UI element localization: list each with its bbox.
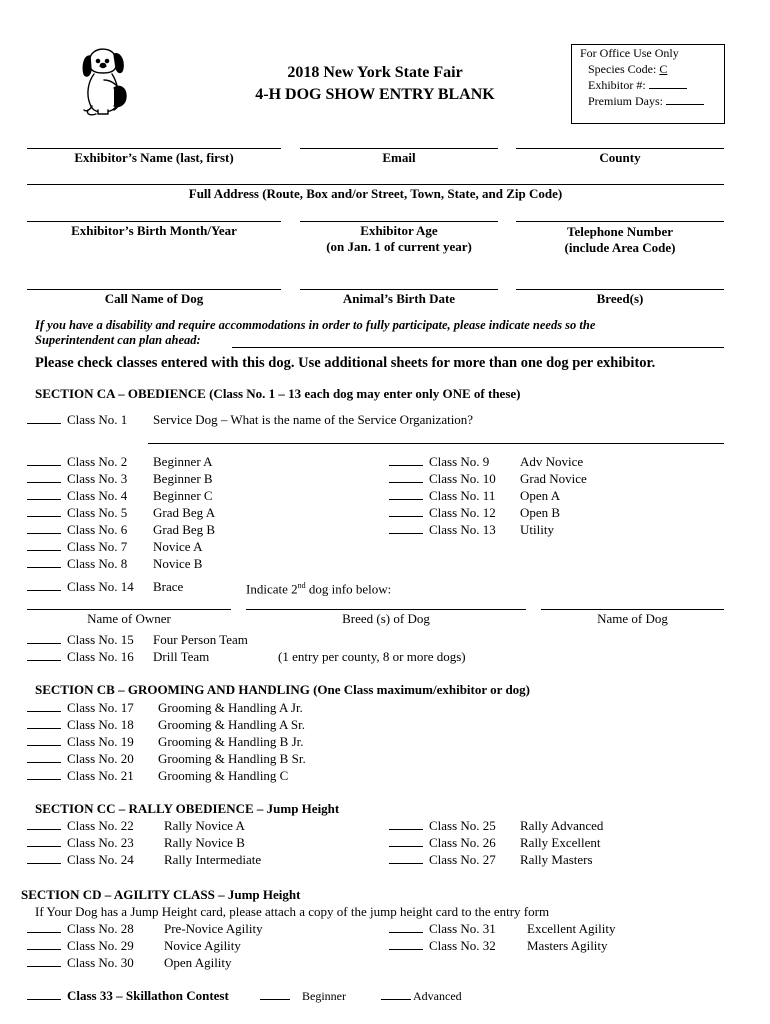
call-name-input[interactable]	[27, 289, 281, 290]
class-row: Class No. 15 Four Person Team	[27, 631, 248, 648]
class-number: Class No. 21	[67, 768, 134, 783]
birth-month-year-input[interactable]	[27, 221, 281, 222]
class-number: Class No. 5	[67, 505, 128, 520]
class-checkbox[interactable]	[27, 521, 61, 534]
species-code-label: Species Code:	[588, 62, 657, 76]
class-name: Excellent Agility	[527, 921, 616, 936]
class-checkbox[interactable]	[27, 750, 61, 763]
second-dog-note: Indicate 2nd dog info below:	[246, 581, 392, 597]
county-input[interactable]	[516, 148, 724, 149]
class-number: Class No. 17	[67, 700, 134, 715]
class-number: Class No. 32	[429, 938, 496, 953]
class-number: Class No. 23	[67, 835, 134, 850]
telephone-note: (include Area Code)	[564, 240, 676, 255]
class-1-checkbox[interactable]	[27, 411, 61, 424]
species-code-value: C	[659, 62, 668, 76]
class-row	[389, 453, 583, 470]
class-row: Class No. 1 Service Dog – What is the name of the Service Organization?	[27, 411, 473, 428]
premium-days-field[interactable]	[666, 93, 704, 105]
animal-birth-date-label: Animal’s Birth Date	[342, 291, 456, 306]
page-subtitle: 4-H DOG SHOW ENTRY BLANK	[255, 86, 495, 103]
breed-input[interactable]	[516, 289, 724, 290]
animal-birth-date-input[interactable]	[300, 289, 498, 290]
class-checkbox[interactable]	[27, 555, 61, 568]
class-number: Class No. 3	[67, 471, 128, 486]
class-name: Pre-Novice Agility	[164, 921, 263, 936]
class-number: Class No. 19	[67, 734, 134, 749]
owner-name-input[interactable]	[27, 609, 231, 610]
class-row	[389, 487, 560, 504]
class-name: Rally Masters	[520, 852, 593, 867]
exhibitor-number-field[interactable]	[649, 77, 687, 89]
class-row: Class No. 14 Brace	[27, 578, 183, 595]
birth-month-year-label: Exhibitor’s Birth Month/Year	[71, 223, 237, 238]
advanced-checkbox[interactable]	[381, 987, 411, 1000]
class-row	[27, 834, 245, 851]
class-checkbox[interactable]	[389, 470, 423, 483]
instructions: Please check classes entered with this dog. Use additional sheets for more than one dog per exhibitor.	[35, 355, 656, 371]
disability-text-2: Superintendent can plan ahead:	[35, 333, 201, 347]
class-name: Novice A	[153, 539, 203, 554]
class-row	[27, 716, 305, 733]
class-16-checkbox[interactable]	[27, 648, 61, 661]
class-name: Open B	[520, 505, 561, 520]
class-row: Class No. 16 Drill Team	[27, 648, 209, 665]
class-row	[27, 817, 245, 834]
class-row	[27, 453, 213, 470]
owner-name-label: Name of Owner	[87, 611, 171, 626]
class-row	[27, 555, 202, 572]
county-label: County	[599, 150, 641, 165]
exhibitor-age-note: (on Jan. 1 of current year)	[326, 239, 472, 254]
class-row	[27, 920, 263, 937]
class-row	[27, 733, 304, 750]
owner-breed-input[interactable]	[246, 609, 526, 610]
class-number: Class No. 8	[67, 556, 128, 571]
office-heading: For Office Use Only	[580, 46, 679, 60]
section-cc-heading: SECTION CC – RALLY OBEDIENCE – Jump Height	[35, 801, 340, 816]
class-number: Class No. 24	[67, 852, 134, 867]
class-number: Class No. 29	[67, 938, 134, 953]
class-name: Beginner A	[153, 454, 213, 469]
class-checkbox[interactable]	[27, 699, 61, 712]
class-name: Grooming & Handling A Jr.	[158, 700, 303, 715]
class-row	[27, 504, 215, 521]
class-row	[389, 504, 560, 521]
class-name: Grad Beg A	[153, 505, 216, 520]
class-row	[389, 937, 608, 954]
disability-text: If you have a disability and require accommodations in order to fully participate, please indicate needs so the	[35, 318, 596, 332]
class-number: Class No. 26	[429, 835, 496, 850]
address-input[interactable]	[27, 184, 724, 185]
class-row	[27, 767, 288, 784]
skillathon-advanced: Advanced	[381, 987, 462, 1004]
skillathon-label: Class 33 – Skillathon Contest	[67, 988, 229, 1003]
owner-dog-name-label: Name of Dog	[597, 611, 668, 626]
class-checkbox[interactable]	[27, 453, 61, 466]
class-number: Class No. 9	[429, 454, 490, 469]
class-16-note: (1 entry per county, 8 or more dogs)	[278, 649, 466, 664]
section-cb-heading: SECTION CB – GROOMING AND HANDLING (One Class maximum/exhibitor or dog)	[35, 682, 530, 697]
class-number: Class No. 18	[67, 717, 134, 732]
class-checkbox[interactable]	[389, 834, 423, 847]
class-name: Grooming & Handling B Jr.	[158, 734, 304, 749]
class-name: Open Agility	[164, 955, 232, 970]
class-row	[27, 538, 202, 555]
class-number: Class No. 20	[67, 751, 134, 766]
class-number: Class No. 4	[67, 488, 128, 503]
section-cd-note: If Your Dog has a Jump Height card, please attach a copy of the jump height card to the entry form	[35, 904, 550, 919]
class-row	[27, 954, 232, 971]
class-name: Grad Beg B	[153, 522, 216, 537]
class-number: Class No. 22	[67, 818, 134, 833]
exhibitor-name-label: Exhibitor’s Name (last, first)	[74, 150, 234, 165]
class-row	[389, 521, 554, 538]
class-name: Utility	[520, 522, 554, 537]
class-number: Class No. 6	[67, 522, 128, 537]
class-checkbox[interactable]	[27, 817, 61, 830]
exhibitor-age-input[interactable]	[300, 221, 498, 222]
class-number: Class No. 28	[67, 921, 134, 936]
class-row	[27, 937, 241, 954]
class-name: Rally Advanced	[520, 818, 604, 833]
class-checkbox[interactable]	[27, 538, 61, 551]
class-name: Novice B	[153, 556, 203, 571]
class-checkbox[interactable]	[27, 834, 61, 847]
page-title: 2018 New York State Fair	[287, 64, 463, 81]
class-row	[27, 521, 215, 538]
skillathon-beginner: Beginner	[260, 987, 346, 1004]
class-row	[389, 851, 593, 868]
class-checkbox[interactable]	[27, 767, 61, 780]
class-number: Class No. 11	[429, 488, 496, 503]
telephone-input[interactable]	[516, 221, 724, 222]
exhibitor-name-input[interactable]	[27, 148, 281, 149]
class-checkbox[interactable]	[389, 453, 423, 466]
class-number: Class No. 30	[67, 955, 134, 970]
class-number: Class No. 2	[67, 454, 128, 469]
class-checkbox[interactable]	[389, 851, 423, 864]
class-row	[389, 470, 587, 487]
class-name: Grooming & Handling B Sr.	[158, 751, 306, 766]
class-33-checkbox[interactable]	[27, 987, 61, 1000]
class-checkbox[interactable]	[27, 954, 61, 967]
class-row	[27, 470, 213, 487]
class-checkbox[interactable]	[27, 937, 61, 950]
class-checkbox[interactable]	[27, 470, 61, 483]
class-number: Class No. 10	[429, 471, 496, 486]
breed-label: Breed(s)	[596, 291, 644, 306]
class-checkbox[interactable]	[27, 733, 61, 746]
class-checkbox[interactable]	[27, 504, 61, 517]
class-name: Grooming & Handling A Sr.	[158, 717, 305, 732]
skillathon-row	[27, 987, 229, 1004]
call-name-label: Call Name of Dog	[104, 291, 204, 306]
class-checkbox[interactable]	[27, 487, 61, 500]
class-checkbox[interactable]	[389, 817, 423, 830]
class-row	[27, 750, 306, 767]
class-row	[389, 920, 615, 937]
email-input[interactable]	[300, 148, 498, 149]
accommodations-input[interactable]	[232, 347, 724, 348]
owner-breed-label: Breed (s) of Dog	[342, 611, 430, 626]
class-name: Open A	[520, 488, 561, 503]
beginner-checkbox[interactable]	[260, 987, 290, 1000]
email-label: Email	[382, 150, 416, 165]
address-label: Full Address (Route, Box and/or Street, Town, State, and Zip Code)	[188, 186, 563, 201]
class-row	[27, 851, 261, 868]
class-name: Novice Agility	[164, 938, 241, 953]
class-number: Class No. 7	[67, 539, 128, 554]
class-name: Masters Agility	[527, 938, 608, 953]
class-name: Rally Novice B	[164, 835, 245, 850]
class-number: Class No. 27	[429, 852, 496, 867]
class-14-checkbox[interactable]	[27, 578, 61, 591]
class-number: Class No. 12	[429, 505, 496, 520]
class-name: Rally Novice A	[164, 818, 245, 833]
class-checkbox[interactable]	[389, 920, 423, 933]
class-name: Grad Novice	[520, 471, 587, 486]
class-number: Class No. 25	[429, 818, 496, 833]
class-checkbox[interactable]	[389, 504, 423, 517]
owner-dog-name-input[interactable]	[541, 609, 724, 610]
class-checkbox[interactable]	[389, 937, 423, 950]
office-use-box	[571, 44, 725, 124]
telephone-label: Telephone Number	[566, 224, 674, 239]
class-row	[27, 699, 303, 716]
class-checkbox[interactable]	[27, 920, 61, 933]
class-row	[389, 834, 601, 851]
class-checkbox[interactable]	[27, 851, 61, 864]
dog-logo-icon	[74, 44, 132, 118]
premium-days-label: Premium Days:	[588, 94, 663, 108]
exhibitor-number-label: Exhibitor #:	[588, 78, 646, 92]
class-checkbox[interactable]	[27, 716, 61, 729]
section-ca-heading: SECTION CA – OBEDIENCE (Class No. 1 – 13 each dog may enter only ONE of these)	[35, 386, 521, 401]
class-name: Grooming & Handling C	[158, 768, 289, 783]
class-checkbox[interactable]	[389, 487, 423, 500]
service-organization-input[interactable]	[148, 443, 724, 444]
class-row	[27, 487, 213, 504]
class-row	[389, 817, 603, 834]
exhibitor-age-label: Exhibitor Age	[360, 223, 438, 238]
class-name: Rally Excellent	[520, 835, 601, 850]
class-15-checkbox[interactable]	[27, 631, 61, 644]
class-checkbox[interactable]	[389, 521, 423, 534]
section-cd-heading: SECTION CD – AGILITY CLASS – Jump Height	[21, 887, 301, 902]
class-number: Class No. 31	[429, 921, 496, 936]
class-name: Adv Novice	[520, 454, 584, 469]
class-number: Class No. 13	[429, 522, 496, 537]
class-name: Beginner C	[153, 488, 213, 503]
class-name: Beginner B	[153, 471, 213, 486]
class-name: Rally Intermediate	[164, 852, 262, 867]
